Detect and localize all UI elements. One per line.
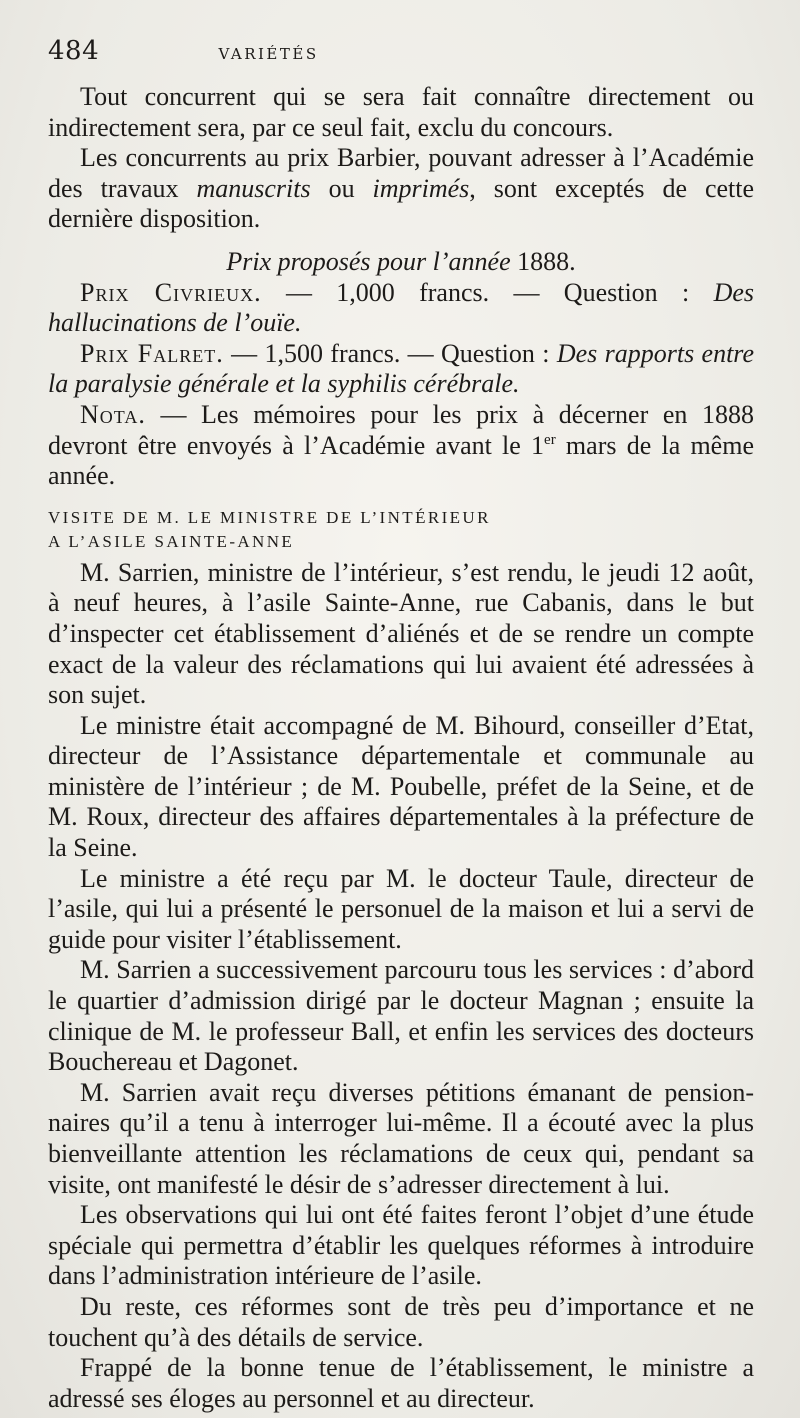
paragraph-sarrien-visit: M. Sarrien, ministre de l’intérieur, s’est rendu, le jeudi 12 août, à neuf heures, à l’asile Sainte-Anne, rue Cabanis, dans le but d’inspecter cet établissement d’aliénés et de se rendre un compte exact de la valeur des réclamations qui lui avaient été adressées à son sujet. xyxy=(48,557,754,710)
nota-paragraph xyxy=(48,400,754,492)
prix-falret xyxy=(48,339,754,400)
barbier-manuscrits: manuscrits xyxy=(196,173,311,203)
prizes-heading xyxy=(48,247,754,278)
nota-text-after: mars de la même année. xyxy=(48,430,754,491)
paragraph-received: Le ministre a été reçu par M. le docteur Taule, directeur de l’asile, qui lui a présenté le personuel de la maison et lui a servi de guide pour visiter l’établissement. xyxy=(48,863,754,954)
prix-civrieux-question: Des hallucinations de l’ouïe. xyxy=(48,277,754,338)
prizes-heading-year: 1888. xyxy=(517,246,576,276)
paragraph-barbier xyxy=(48,143,754,235)
prizes-heading-italic: Prix proposés pour l’année xyxy=(226,246,511,276)
paragraph-services: M. Sarrien a successivement parcouru tous les services : d’abord le quartier d’admission dirigé par le docteur Magnan ; ensuite la clinique de M. le professeur Ball, et enfin les services des docteurs Bouchereau et Dagonet. xyxy=(48,955,754,1077)
nota-sup: er xyxy=(544,431,556,448)
running-head: VARIÉTÉS xyxy=(218,45,319,63)
prix-civrieux xyxy=(48,278,754,339)
section-title-line1: VISITE DE M. LE MINISTRE DE L’INTÉRIEUR xyxy=(48,507,491,527)
barbier-imprimes: imprimés xyxy=(372,173,470,203)
paragraph-petitions: M. Sarrien avait reçu diverses pétitions émanant de pensionnaires qu’il a tenu à interroger lui-même. Il a écouté avec la plus bienveillante attention les réclamations de ceux qui, pendant sa visite, ont manifesté le désir de s’adresser directement à lui. xyxy=(48,1077,754,1199)
barbier-text-2: , sont exceptés de cette dernière disposition. xyxy=(48,173,755,234)
nota-text-before: — Les mémoires pour les prix à décerner en 1888 devront être envoyés à l’Académie avant le 1 xyxy=(48,399,754,460)
paragraph-praise: Frappé de la bonne tenue de l’établissement, le ministre a adressé ses éloges au personnel et au directeur. xyxy=(48,1353,754,1413)
page-number: 484 xyxy=(48,36,100,66)
barbier-text-1: Les concurrents au prix Barbier, pouvant adresser à l’Académie des travaux xyxy=(48,143,754,203)
nota-label: Nota. xyxy=(80,399,146,429)
prix-falret-text: — 1,500 francs. — Question : xyxy=(223,338,557,368)
paragraph-observations: Les observations qui lui ont été faites feront l’objet d’une étude spéciale qui permettra d’établir les quelques réformes à introduire dans l’administration intérieure de l’asile. xyxy=(48,1200,754,1291)
prix-falret-question: Des rapports entre la paralysie générale et la syphilis cérébrale. xyxy=(48,338,754,399)
body-text xyxy=(48,82,754,1414)
barbier-ou: ou xyxy=(310,173,373,203)
section-title-line2: A L’ASILE SAINTE-ANNE xyxy=(48,531,295,551)
paragraph-accompanied: Le ministre était accompagné de M. Bihourd, conseiller d’Etat, directeur de l’Assistance départementale et communale au ministère de l’intérieur ; de M. Poubelle, préfet de la Seine, et de M. Roux, directeur des affaires départementales à la préfecture de la Seine. xyxy=(48,710,754,863)
section-title xyxy=(48,506,754,554)
paragraph-reforms: Du reste, ces réformes sont de très peu d’importance et ne touchent qu’à des détails de service. xyxy=(48,1291,754,1352)
page-header xyxy=(48,36,754,76)
prix-civrieux-name: Prix Civrieux. xyxy=(80,277,262,307)
prix-civrieux-text: — 1,000 francs. — Question : xyxy=(261,277,714,307)
prix-falret-name: Prix Falret. xyxy=(80,338,224,368)
paragraph-concurrent: Tout concurrent qui se sera fait connaître directement ou indirectement sera, par ce seul fait, exclu du concours. xyxy=(48,82,754,142)
